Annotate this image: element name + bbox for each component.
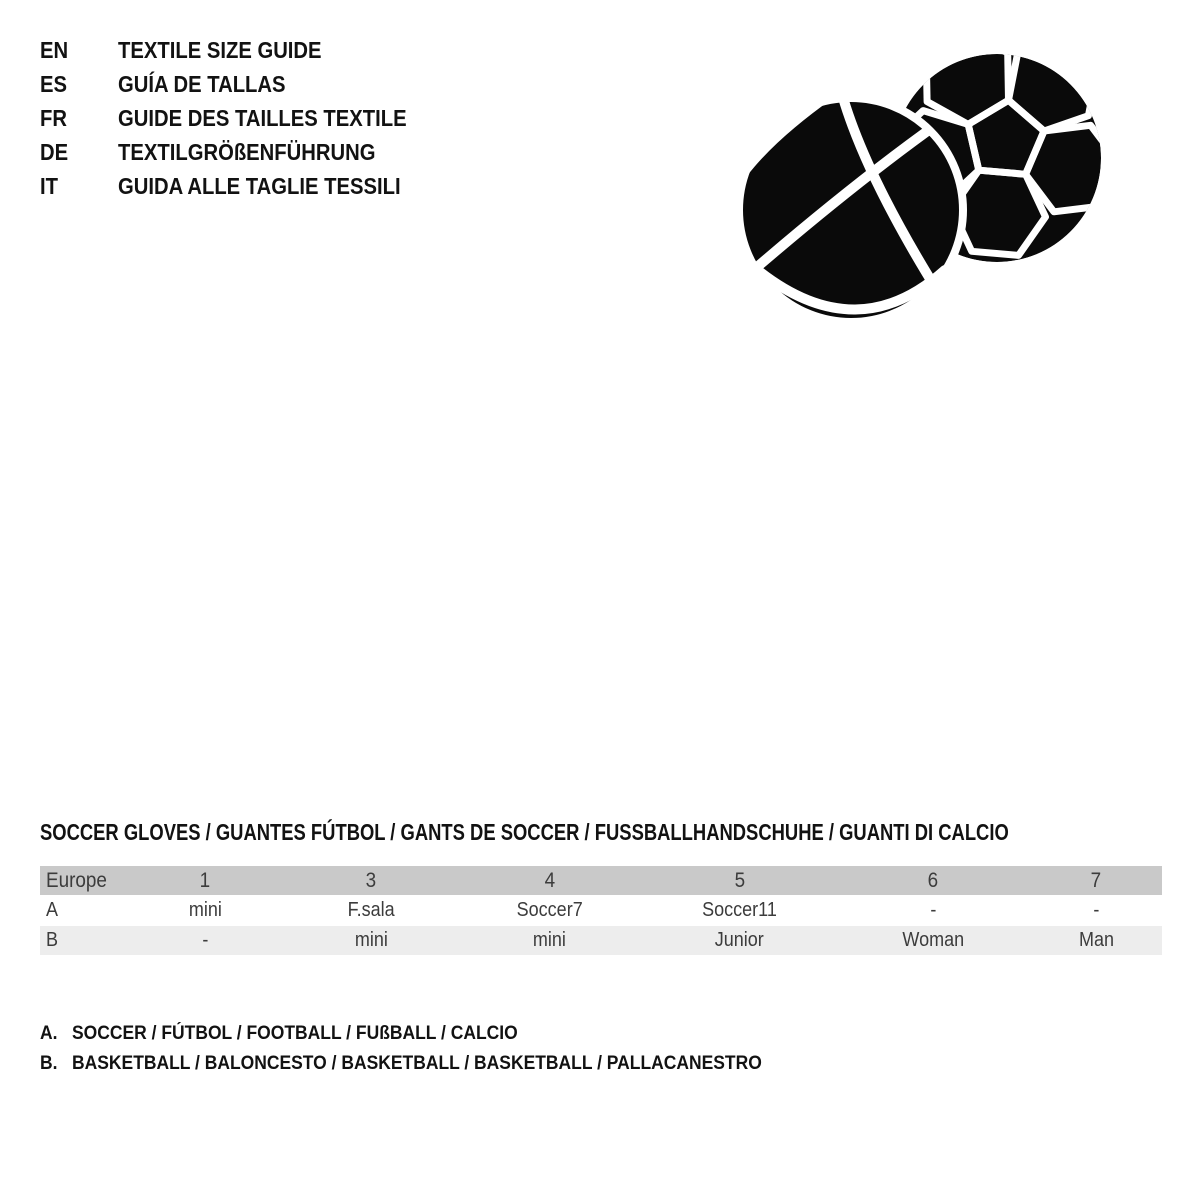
table-cell: - [201, 929, 208, 951]
table-cell: Soccer7 [516, 899, 583, 921]
language-row [40, 135, 446, 169]
table-cell: - [929, 899, 936, 921]
table-row [40, 926, 1162, 955]
table-header-row [40, 866, 1162, 895]
language-label: GUIDA ALLE TAGLIE TESSILI [118, 173, 401, 199]
language-code: DE [40, 139, 69, 165]
row-label-cell: A [46, 899, 59, 921]
footnote-list [40, 1019, 822, 1079]
footnote-marker: A. [40, 1023, 58, 1044]
header-cell: 4 [544, 868, 555, 892]
section-title: SOCCER GLOVES / GUANTES FÚTBOL / GANTS DE SOCCER / FUSSBALLHANDSCHUHE / GUANTI DI CALCIO [40, 819, 1009, 845]
footnote-marker: B. [40, 1053, 58, 1074]
footnote-text: SOCCER / FÚTBOL / FOOTBALL / FUßBALL / CALCIO [72, 1023, 518, 1044]
balls-illustration [720, 40, 1120, 340]
language-label: GUIDE DES TAILLES TEXTILE [118, 105, 407, 131]
language-row [40, 67, 446, 101]
language-label: TEXTILE SIZE GUIDE [118, 37, 322, 63]
table-cell: Soccer11 [702, 899, 777, 921]
header-cell: Europe [46, 868, 107, 892]
table-cell: mini [354, 929, 388, 951]
header-cell: 5 [734, 868, 745, 892]
footnote-row [40, 1019, 822, 1049]
language-title-list [40, 33, 446, 203]
table-cell: mini [532, 929, 566, 951]
language-row [40, 101, 446, 135]
language-code: IT [40, 173, 58, 199]
table-cell: F.sala [347, 899, 395, 921]
header-cell: 6 [927, 868, 939, 892]
table-cell: Man [1078, 929, 1114, 951]
language-row [40, 169, 446, 203]
footnote-text: BASKETBALL / BALONCESTO / BASKETBALL / BASKETBALL / PALLACANESTRO [72, 1053, 762, 1074]
header-cell: 1 [199, 868, 211, 892]
size-table [40, 866, 1162, 955]
table-row [40, 895, 1162, 926]
language-row [40, 33, 446, 67]
language-code: ES [40, 71, 68, 97]
language-label: TEXTILGRÖßENFÜHRUNG [118, 139, 376, 165]
language-code: FR [40, 105, 67, 131]
table-cell: Junior [714, 929, 765, 951]
header-cell: 7 [1090, 868, 1102, 892]
language-label: GUÍA DE TALLAS [118, 71, 286, 97]
table-cell: - [1092, 899, 1099, 921]
table-cell: mini [188, 899, 222, 921]
header-cell: 3 [365, 868, 377, 892]
table-cell: Woman [902, 929, 964, 951]
language-code: EN [40, 37, 69, 63]
row-label-cell: B [46, 929, 59, 951]
footnote-row [40, 1049, 822, 1079]
